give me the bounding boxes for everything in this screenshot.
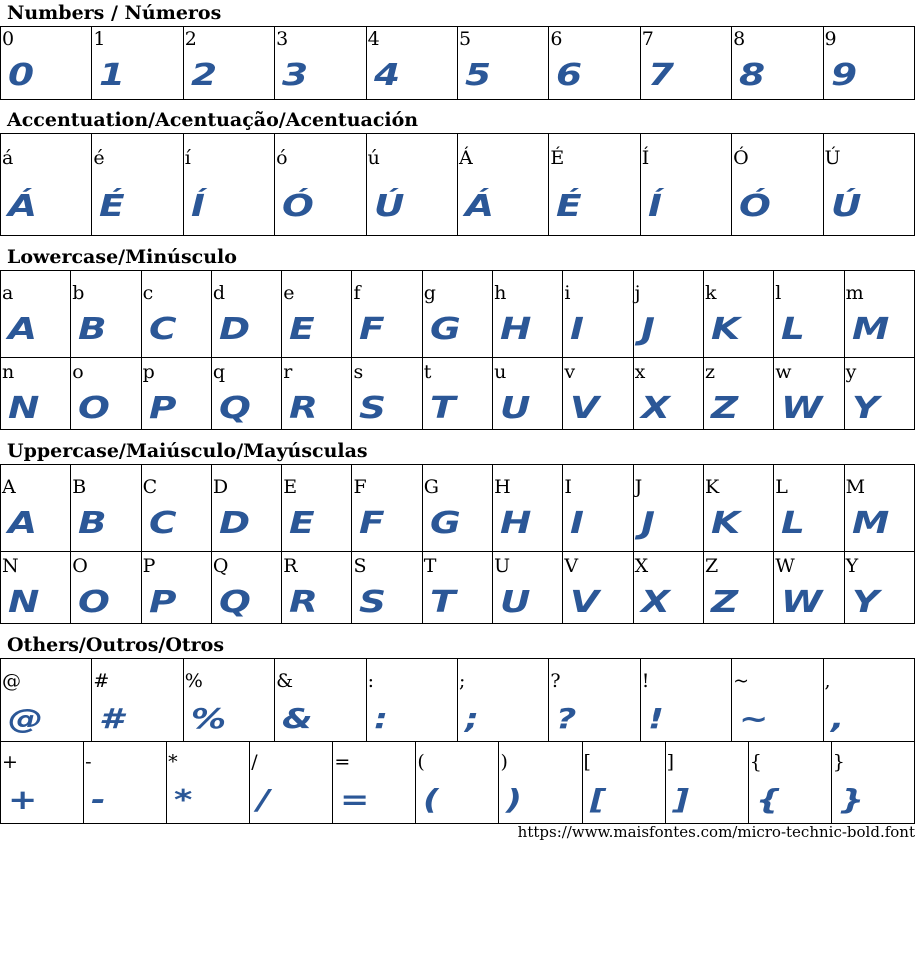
glyph-cell [282,465,352,552]
glyph-cell [493,358,563,430]
glyph-cell [141,552,211,624]
glyph-cell [732,27,823,100]
glyph-sample: B [78,506,107,541]
glyph-cell [457,134,548,236]
glyph-label: I [564,476,572,498]
accents-table [0,133,915,236]
glyph-label: a [2,282,14,304]
glyph-cell [92,659,183,742]
glyph-label: U [494,555,511,577]
glyph-sample: M [851,312,889,347]
glyph-sample: ] [672,783,689,816]
glyph-sample: C [148,506,177,541]
glyph-sample: X [640,391,670,426]
glyph-cell [211,552,281,624]
glyph-label: y [845,361,857,383]
glyph-label: b [72,282,85,304]
glyph-sample: D [218,312,251,347]
glyph-cell [183,134,274,236]
glyph-sample: Í [647,189,662,224]
glyph-sample: T [429,585,456,620]
glyph-label: ~ [733,670,750,692]
glyph-label: 7 [641,28,654,50]
glyph-sample: ; [464,702,479,735]
glyph-cell [275,27,366,100]
glyph-label: v [564,361,576,383]
others-table-row2 [0,741,915,824]
glyph-cell [1,465,71,552]
glyph-label: Ú [824,147,841,169]
glyph-sample: N [8,391,40,426]
glyph-sample: U [500,585,531,620]
glyph-label: s [353,361,364,383]
glyph-cell [275,659,366,742]
glyph-label: f [353,282,361,304]
glyph-sample: , [830,702,844,735]
glyph-cell [416,742,499,824]
glyph-label: N [2,555,19,577]
glyph-sample: B [78,312,107,347]
glyph-sample: Ú [830,189,861,224]
glyph-cell [563,271,633,358]
glyph-sample: S [359,391,387,426]
glyph-sample: V [570,585,600,620]
glyph-sample: J [640,312,655,347]
glyph-cell [422,465,492,552]
others-table-row1 [0,658,915,742]
glyph-cell [640,27,731,100]
glyph-label: q [212,361,226,383]
glyph-label: E [283,476,298,498]
glyph-cell [732,134,823,236]
glyph-label: P [142,555,156,577]
glyph-label: j [634,282,641,304]
glyph-sample: : [373,702,388,735]
glyph-cell [352,465,422,552]
glyph-cell [732,659,823,742]
glyph-label: [ [583,751,591,773]
glyph-cell [831,742,914,824]
glyph-sample: S [359,585,387,620]
glyph-sample: / [257,783,271,816]
glyph-label: % [184,670,203,692]
glyph-sample: L [781,506,806,541]
glyph-label: / [251,751,258,773]
glyph-cell [774,552,844,624]
glyph-cell [1,358,71,430]
glyph-sample: G [429,312,461,347]
glyph-label: { [749,751,762,773]
glyph-sample: } [838,783,864,816]
glyph-sample: 9 [830,58,857,93]
glyph-row [1,659,915,742]
glyph-cell [633,465,703,552]
glyph-sample: 2 [190,58,217,93]
glyph-sample: 3 [282,58,309,93]
glyph-sample: Ó [282,189,315,224]
glyph-label: h [494,282,507,304]
glyph-sample: N [8,585,40,620]
glyph-label: á [2,147,14,169]
glyph-label: L [775,476,788,498]
glyph-cell [1,134,92,236]
glyph-sample: 0 [8,58,35,93]
glyph-cell [457,27,548,100]
glyph-label: * [168,751,178,773]
glyph-label: 8 [733,28,746,50]
glyph-label: e [283,282,295,304]
glyph-cell [141,271,211,358]
glyph-label: G [423,476,439,498]
glyph-label: = [334,751,351,773]
glyph-label: X [634,555,649,577]
glyph-label: K [704,476,720,498]
glyph-cell [1,27,92,100]
glyph-cell [582,742,665,824]
glyph-label: Ó [733,147,749,169]
glyph-cell [823,659,914,742]
glyph-sample: X [640,585,670,620]
glyph-label: 5 [458,28,472,50]
glyph-cell [1,271,71,358]
glyph-label: l [775,282,782,304]
glyph-sample: 5 [464,58,492,93]
glyph-cell [422,358,492,430]
glyph-label: & [276,670,294,692]
glyph-sample: É [556,189,582,224]
glyph-label: Z [704,555,719,577]
glyph-sample: Y [851,585,879,620]
glyph-cell [493,465,563,552]
glyph-sample: C [148,312,177,347]
glyph-sample: ~ [739,702,769,735]
glyph-label: t [423,361,432,383]
glyph-label: Í [641,147,650,169]
glyph-label: ? [550,670,561,692]
glyph-label: T [423,555,437,577]
glyph-sample: W [781,585,823,620]
glyph-label: 3 [276,28,289,50]
glyph-sample: Q [218,391,251,426]
glyph-label: W [775,555,795,577]
glyph-label: 6 [550,28,563,50]
glyph-sample: 8 [739,58,766,93]
glyph-sample: Í [190,189,205,224]
glyph-cell [549,134,640,236]
glyph-cell [774,358,844,430]
glyph-sample: K [710,312,741,347]
glyph-sample: G [429,506,461,541]
glyph-label: r [283,361,293,383]
section-title-numbers: Numbers / Números [7,2,222,24]
glyph-sample: Ú [373,189,405,224]
glyph-cell [549,659,640,742]
glyph-label: M [845,476,866,498]
glyph-cell [457,659,548,742]
section-title-uppercase: Uppercase/Maiúsculo/Mayúsculas [7,440,368,462]
glyph-label: O [72,555,88,577]
glyph-sample: ! [647,702,664,735]
numbers-table [0,26,915,100]
glyph-cell [71,358,141,430]
glyph-cell [250,742,333,824]
glyph-cell [71,271,141,358]
glyph-cell [493,271,563,358]
glyph-sample: 6 [556,58,583,93]
glyph-label: : [367,670,374,692]
footer-url[interactable]: https://www.maisfontes.com/micro-technic-bold.font [517,823,915,841]
glyph-cell [844,552,914,624]
glyph-sample: Q [218,585,251,620]
glyph-sample: M [851,506,889,541]
glyph-cell [352,552,422,624]
glyph-sample: É [99,189,126,224]
glyph-sample: I [570,506,585,541]
glyph-label: m [845,282,864,304]
glyph-cell [703,465,773,552]
glyph-sample: F [359,506,386,541]
glyph-sample: { [755,783,781,816]
glyph-label: # [93,670,110,692]
lowercase-table [0,270,915,430]
glyph-cell [366,659,457,742]
glyph-label: ! [641,670,650,692]
glyph-sample: W [781,391,823,426]
glyph-label: B [72,476,87,498]
glyph-cell [633,271,703,358]
glyph-cell [282,358,352,430]
glyph-sample: = [340,783,370,816]
glyph-cell [563,358,633,430]
glyph-sample: V [570,391,600,426]
glyph-cell [774,465,844,552]
glyph-sample: T [429,391,456,426]
glyph-sample: Z [710,585,739,620]
glyph-cell [167,742,250,824]
glyph-label: 1 [93,28,106,50]
glyph-label: Á [458,147,473,169]
glyph-cell [563,465,633,552]
glyph-row [1,134,915,236]
glyph-sample: P [148,585,177,620]
glyph-sample: A [8,506,38,541]
glyph-cell [703,552,773,624]
glyph-cell [352,358,422,430]
glyph-cell [183,659,274,742]
glyph-cell [333,742,416,824]
glyph-label: Y [845,555,859,577]
glyph-sample: Á [464,189,494,224]
glyph-label: ó [276,147,288,169]
glyph-label: n [2,361,15,383]
glyph-cell [703,358,773,430]
glyph-sample: J [640,506,655,541]
glyph-sample: Á [8,189,38,224]
glyph-label: ] [666,751,675,773]
glyph-label: C [142,476,158,498]
glyph-label: H [494,476,511,498]
glyph-sample: + [8,783,38,816]
uppercase-table [0,464,915,624]
glyph-cell [366,27,457,100]
glyph-sample: ( [423,783,440,816]
glyph-label: é [93,147,105,169]
glyph-sample: I [570,312,585,347]
glyph-cell [493,552,563,624]
glyph-label: É [550,147,565,169]
glyph-cell [1,742,84,824]
glyph-row [1,358,915,430]
glyph-cell [183,27,274,100]
glyph-cell [141,465,211,552]
glyph-sample: * [174,783,193,816]
glyph-cell [633,552,703,624]
glyph-label: 4 [367,28,380,50]
glyph-sample: O [78,585,111,620]
glyph-label: u [494,361,507,383]
glyph-label: @ [2,670,21,692]
glyph-sample: O [78,391,111,426]
glyph-label: D [212,476,229,498]
glyph-cell [422,552,492,624]
glyph-label: A [2,476,16,498]
glyph-cell [366,134,457,236]
glyph-cell [844,358,914,430]
glyph-sample: E [289,312,315,347]
glyph-cell [703,271,773,358]
glyph-label: , [824,670,831,692]
glyph-sample: H [500,506,532,541]
glyph-cell [640,134,731,236]
glyph-sample: ) [506,783,523,816]
glyph-label: ( [417,751,425,773]
glyph-label: S [353,555,367,577]
glyph-label: í [184,147,191,169]
glyph-cell [211,465,281,552]
glyph-cell [499,742,582,824]
glyph-sample: E [289,506,315,541]
glyph-cell [844,465,914,552]
section-title-accents: Accentuation/Acentuação/Acentuación [7,109,419,131]
glyph-row [1,742,915,824]
glyph-sample: D [218,506,251,541]
glyph-cell [844,271,914,358]
glyph-label: k [704,282,717,304]
glyph-cell [563,552,633,624]
glyph-sample: 1 [99,58,126,93]
glyph-sample: ? [556,702,577,735]
glyph-cell [774,271,844,358]
glyph-sample: # [99,702,124,735]
section-title-others: Others/Outros/Otros [7,634,225,656]
glyph-label: R [283,555,298,577]
glyph-row [1,552,915,624]
glyph-label: } [832,751,845,773]
glyph-label: g [423,282,436,304]
glyph-label: o [72,361,84,383]
glyph-cell [352,271,422,358]
glyph-cell [71,465,141,552]
glyph-label: w [775,361,792,383]
glyph-label: i [564,282,571,304]
glyph-label: p [142,361,155,383]
glyph-cell [211,271,281,358]
glyph-sample: R [289,391,319,426]
glyph-label: 2 [184,28,197,50]
glyph-cell [282,271,352,358]
glyph-cell [549,27,640,100]
glyph-sample: - [91,783,106,816]
glyph-sample: 4 [373,58,400,93]
glyph-sample: P [148,391,177,426]
glyph-cell [275,134,366,236]
glyph-label: z [704,361,715,383]
glyph-cell [823,134,914,236]
glyph-cell [92,134,183,236]
glyph-label: - [85,751,92,773]
glyph-sample: @ [8,702,43,735]
glyph-cell [640,659,731,742]
glyph-sample: U [500,391,531,426]
glyph-label: 9 [824,28,837,50]
glyph-cell [748,742,831,824]
glyph-row [1,465,915,552]
glyph-sample: % [190,702,226,735]
glyph-cell [665,742,748,824]
glyph-sample: Ó [739,189,772,224]
glyph-cell [84,742,167,824]
glyph-cell [71,552,141,624]
glyph-cell [422,271,492,358]
glyph-cell [92,27,183,100]
glyph-label: ; [458,670,466,692]
glyph-sample: 7 [647,58,674,93]
glyph-sample: L [781,312,806,347]
glyph-sample: K [710,506,741,541]
glyph-row [1,271,915,358]
glyph-label: J [634,476,643,498]
glyph-sample: [ [589,783,606,816]
glyph-label: x [634,361,646,383]
glyph-label: d [212,282,226,304]
glyph-cell [141,358,211,430]
glyph-label: 0 [2,28,15,50]
glyph-label: Q [212,555,229,577]
glyph-label: ú [367,147,380,169]
glyph-sample: A [8,312,38,347]
glyph-label: c [142,282,154,304]
glyph-cell [211,358,281,430]
glyph-sample: F [359,312,386,347]
glyph-cell [633,358,703,430]
glyph-sample: Y [851,391,879,426]
glyph-cell [823,27,914,100]
glyph-sample: & [282,702,313,735]
glyph-cell [1,659,92,742]
glyph-label: + [2,751,18,773]
section-title-lowercase: Lowercase/Minúsculo [7,246,237,268]
glyph-row [1,27,915,100]
glyph-sample: R [289,585,319,620]
glyph-sample: Z [710,391,739,426]
glyph-label: V [564,555,579,577]
glyph-label: F [353,476,367,498]
glyph-cell [282,552,352,624]
glyph-label: ) [500,751,508,773]
glyph-cell [1,552,71,624]
glyph-sample: H [500,312,532,347]
